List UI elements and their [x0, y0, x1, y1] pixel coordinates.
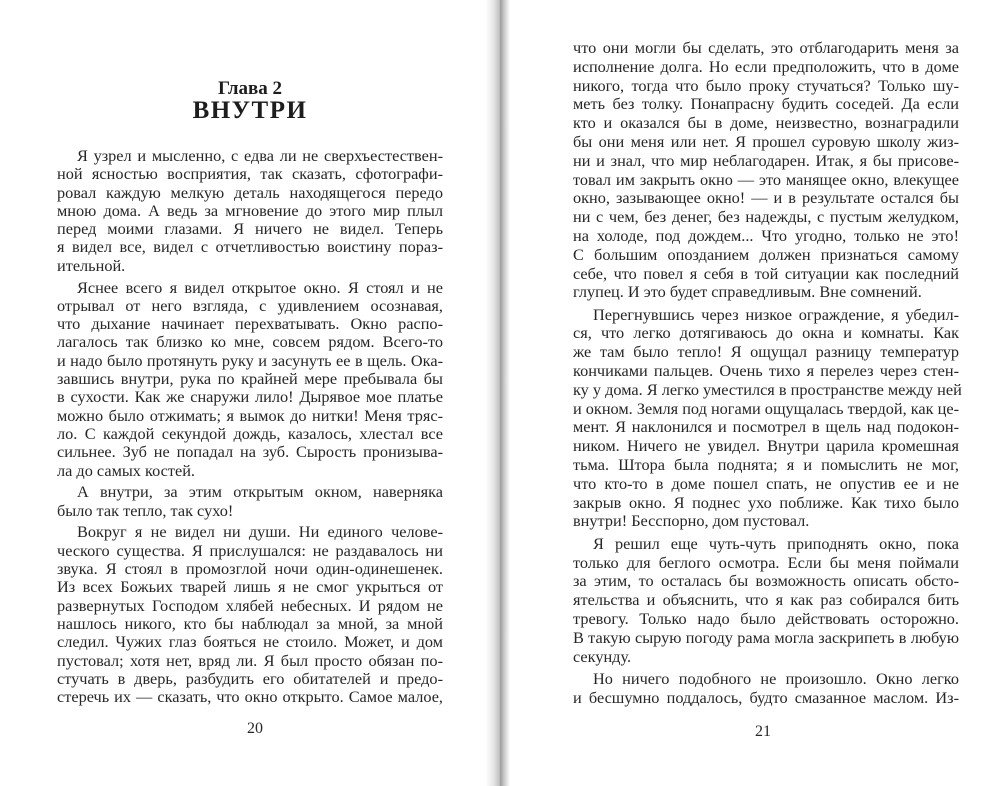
text-line: же там было тепло! Я ощущал разницу температур [573, 342, 959, 362]
text-line: следил. Чужих глаз бояться не стоило. Может, и дом [57, 632, 443, 652]
text-line: Но ничего подобного не произошло. Окно легко [593, 668, 959, 688]
text-line: ровал каждую мелкую деталь находящегося передо [57, 182, 443, 202]
text-line: что дыхание начинает перехватывать. Окно распо- [57, 314, 443, 334]
text-line: что они могли бы сделать, это отблагодарить меня за [573, 38, 959, 57]
text-line: нашлось никого, кто бы наблюдал за мной, за мной [57, 613, 443, 633]
text-line: бы они меня или нет. Я прошел суровую школу жиз- [573, 131, 959, 151]
text-line: Я решил еще чуть-чуть приподнять окно, пока [593, 533, 959, 553]
text-line: что кто-то в доме пошел спать, не опустив ее и не [573, 473, 959, 493]
text-line: на холоде, под дождем... Что угодно, только не это! [573, 225, 959, 245]
text-line: кончиками пальцев. Очень тихо я перелез через стен- [573, 361, 959, 381]
text-line: лагалось так близко ко мне, совсем рядом. Всего-то [57, 332, 443, 352]
chapter-number: Глава 2 [217, 78, 283, 99]
text-line: А внутри, за этим открытым окном, наверняка [77, 482, 443, 502]
page-gutter-shadow [486, 0, 500, 786]
text-line: ла до самых костей. [57, 460, 196, 480]
text-line: только для беглого осмотра. Если бы меня поймали [573, 552, 959, 572]
text-line: ло. С каждой секундой дождь, казалось, хлестал все [57, 423, 443, 443]
text-line: и надо было протянуть руку и засунуть ее в щель. Ока- [57, 350, 443, 370]
paragraph [57, 279, 443, 480]
text-line: никого, тогда что было проку стучаться? Только шу- [573, 75, 959, 95]
text-line: меть без толку. Понапрасну будить соседей. Да если [573, 94, 959, 114]
paragraph [573, 535, 959, 667]
text-line: Из всех Божьих тварей лишь я не смог укрыться от [57, 577, 443, 597]
text-line: было так тепло, так сухо! [57, 500, 234, 520]
text-line: ником. Ничего не увидел. Внутри царила кромешная [573, 436, 959, 456]
text-line: Перегнувшись через низкое ограждение, я убедил- [593, 304, 959, 324]
text-line: развернутых Господом хлябей небесных. И рядом не [57, 595, 443, 615]
text-line: отрывал от него взгляда, с удивлением осознавая, [57, 295, 443, 315]
right-page-body [573, 38, 962, 711]
text-line: ятельства и объяснить, что я как раз собирался бить [573, 590, 959, 610]
text-line: Вокруг я не видел ни души. Ни единого челове- [77, 522, 443, 542]
text-line: мною дома. А ведь за мгновение до этого мир плыл [57, 200, 443, 220]
text-line: я видел все, видел с отчетливостью воистину пораз- [57, 237, 443, 257]
text-line: себе, что повел я себя в той ситуации как последний [573, 263, 959, 283]
page-gutter-shadow [500, 0, 510, 786]
text-line: внутри! Бесспорно, дом пустовал. [573, 511, 810, 531]
text-line: ительной. [57, 255, 126, 275]
text-line: мент. Я наклонился и посмотрел в щель над подокон- [573, 417, 959, 437]
text-line: В такую сырую погоду рама могла заскрипеть в любую [573, 627, 959, 647]
text-line: Я узрел и мысленно, с едва ли не сверхъестествен- [77, 146, 443, 165]
text-line: и окном. Земля под ногами ощущалась твердой, как це- [573, 398, 959, 418]
text-line: стеречь их — сказать, что окно открыто. Самое малое, [57, 687, 443, 707]
text-line: товал им закрыть окно — это манящее окно, влекущее [573, 169, 959, 189]
text-line: перед моими глазами. Я ничего не видел. Теперь [57, 219, 443, 239]
text-line: ни и знал, что мир неблагодарен. Итак, я бы присове- [573, 150, 959, 170]
text-line: ной ясностью восприятия, так сказать, сфотографи- [57, 164, 443, 184]
text-line: завшись внутри, рука по крайней мере пребывала бы [57, 369, 443, 389]
paragraph [57, 523, 443, 706]
text-line: ся, что легко дотягиваюсь до окна и комнаты. Как [573, 323, 959, 343]
text-line: и бесшумно поддалось, будто смазанное маслом. Из- [573, 687, 959, 707]
text-line: ческого существа. Я прислушался: не раздавалось ни [57, 540, 443, 560]
paragraph [57, 147, 443, 275]
text-line: в сухости. Как же снаружи лило! Дырявое мое платье [57, 387, 443, 407]
page-number-left: 20 [247, 720, 263, 737]
text-line: звука. Я стоял в промозглой ночи один-одинешенек. [57, 559, 443, 579]
text-line: закрыв окно. Я поднес ухо поближе. Как тихо было [573, 492, 959, 512]
text-line: Яснее всего я видел открытое окно. Я стоял и не [77, 277, 443, 297]
text-line: окно, зазывающее окно! — и в результате остался бы [573, 188, 959, 208]
text-line: можно было отжимать; я вымок до нитки! Меня тряс- [57, 405, 443, 425]
text-line: секунду. [573, 646, 632, 666]
text-line: сильнее. Зуб не попадал на зуб. Сырость пронизыва- [57, 442, 443, 462]
text-line: глупец. И это будет справедливым. Вне сомнений. [573, 282, 922, 302]
text-line: тревогу. Только надо было действовать осторожно. [573, 608, 959, 628]
paragraph [573, 304, 962, 532]
text-line: кто и оказался бы в доме, неизвестно, вознаградили [573, 113, 959, 133]
paragraph [573, 670, 959, 708]
text-line: тьма. Штора была поднята; я и помыслить не мог, [573, 455, 959, 475]
text-line: С большим опозданием должен признаться самому [573, 244, 959, 264]
paragraph [573, 39, 959, 302]
paragraph [57, 483, 443, 520]
text-line: ку у дома. Я легко уместился в пространстве между ней [573, 379, 962, 399]
text-line: ни с чем, без денег, без надежды, с пустым желудком, [573, 207, 959, 227]
text-line: пустовал; хотя нет, вряд ли. Я был просто обязан по- [57, 650, 443, 670]
page-number-right: 21 [755, 723, 771, 740]
left-page-body [57, 147, 443, 710]
right-page [500, 0, 1000, 786]
text-line: стучать в дверь, разбудить его обитателей и предо- [57, 668, 443, 688]
chapter-title: ВНУТРИ [192, 97, 308, 124]
text-line: за этим, то осталась бы возможность описать обсто- [573, 571, 959, 591]
text-line: исполнение долга. Но если предположить, что в доме [573, 56, 959, 76]
